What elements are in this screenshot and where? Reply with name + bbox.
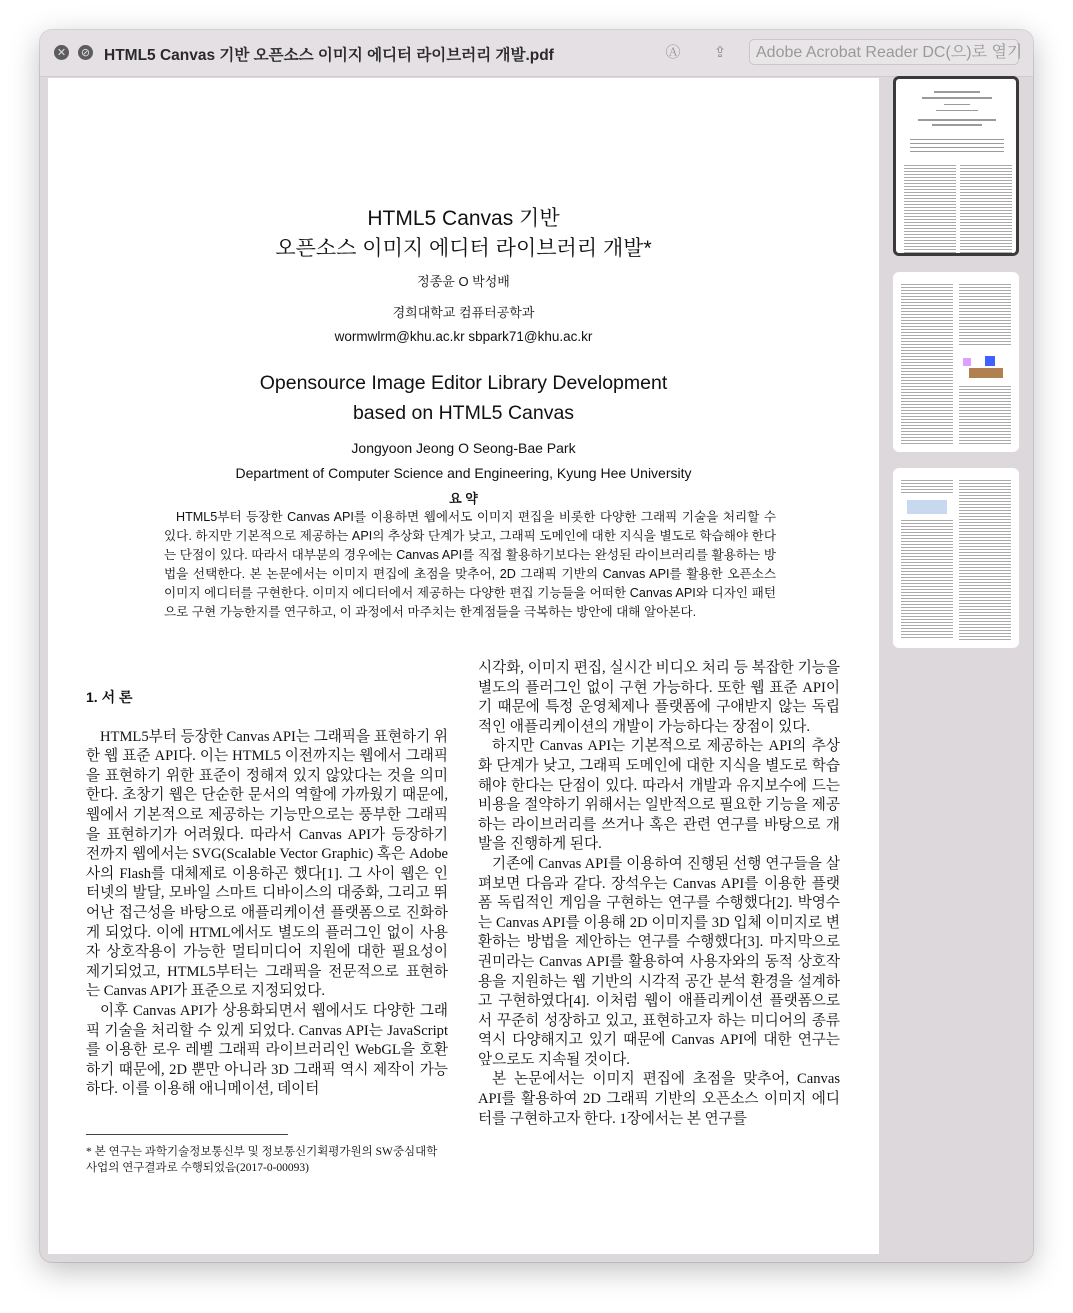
markup-icon[interactable]: Ⓐ xyxy=(665,43,681,61)
title-en-line1: Opensource Image Editor Library Development xyxy=(259,372,668,394)
open-in-acrobat-button[interactable]: Adobe Acrobat Reader DC(으)로 열기 xyxy=(749,39,1019,65)
title-bar xyxy=(40,30,1033,77)
dont-icon[interactable]: ⊘ xyxy=(78,45,93,60)
thumbnail-sidebar xyxy=(885,76,1033,1262)
paragraph: 본 논문에서는 이미지 편집에 초점을 맞추어, Canvas API를 활용하여 2D 그래픽 기반의 오픈소스 이미지 에디터를 구현하고자 한다. 1장에서는 본 연구를 xyxy=(478,1071,840,1127)
paragraph: 하지만 Canvas API는 기본적으로 제공하는 API의 추상화 단계가 낮고, 그래픽 도메인에 대한 지식을 별도로 학습해야 한다는 단점이 있다. 따라서 개발과 유지보수에 드는 비용을 절약하기 위해서는 일반적으로 필요한 기능을 제공하는 라이브러리를 쓰거나 혹은 관련 연구를 바탕으로 개발을 진행하게 된다. xyxy=(478,738,840,853)
close-icon[interactable]: ✕ xyxy=(54,45,69,60)
page-thumbnail-2[interactable] xyxy=(893,272,1019,452)
left-column xyxy=(86,688,448,1100)
right-column xyxy=(478,659,840,1129)
authors-en: Jongyoon Jeong O Seong-Bae Park xyxy=(351,440,576,456)
abstract-body: HTML5부터 등장한 Canvas API를 이용하면 웹에서도 이미지 편집을 비롯한 다양한 그래픽 기술을 처리할 수 있다. 하지만 기본적으로 제공하는 API의 추상화 단계가 낮고, 그래픽 도메인에 대한 지식을 별도로 학습해야 한다는 단점이 있다. 따라서 대부분의 경우에는 Canvas API를 직접 활용하기보다는 완성된 라이브러리를 활용하는 방법을 선택한다. 본 논문에서는 이미지 편집에 초점을 맞추어, 2D 그래픽 기반의 Canvas API를 활용한 오픈소스 이미지 에디터를 구현한다. 이미지 에디터에서 제공하는 다양한 편집 기능들을 어떠한 Canvas API와 디자인 패턴으로 구현 가능한지를 연구하고, 이 과정에서 마주치는 한계점들을 극복하는 방안에 대해 알아본다. xyxy=(164,510,776,619)
emails: wormwlrm@khu.ac.kr sbpark71@khu.ac.kr xyxy=(334,329,593,344)
authors-ko: 정종윤 O 박성배 xyxy=(417,274,510,289)
abstract-heading: 요 약 xyxy=(449,491,478,506)
section-heading: 1. 서 론 xyxy=(86,689,133,705)
preview-window xyxy=(40,30,1033,1262)
footnote: * 본 연구는 과학기술정보통신부 및 정보통신기획평가원의 SW중심대학 사업의 연구결과로 수행되었음(2017-0-00093) xyxy=(86,1146,438,1174)
page-thumbnail-3[interactable] xyxy=(893,468,1019,648)
paragraph: 이후 Canvas API가 상용화되면서 웹에서도 다양한 그래픽 기술을 처리할 수 있게 되었다. Canvas API는 JavaScript를 이용한 로우 레벨 그래픽 라이브러리인 WebGL을 호환하기 때문에, 2D 뿐만 아니라 3D 그래픽 역시 제작이 가능하다. 이를 이용해 애니메이션, 데이터 xyxy=(86,1002,448,1098)
document-title: HTML5 Canvas 기반 오픈소스 이미지 에디터 라이브러리 개발.pdf xyxy=(104,47,554,64)
title-ko-line2: 오픈소스 이미지 에디터 라이브러리 개발* xyxy=(275,237,652,260)
title-ko-line1: HTML5 Canvas 기반 xyxy=(367,207,560,230)
affiliation-en: Department of Computer Science and Engineering, Kyung Hee University xyxy=(235,465,692,481)
page-thumbnail-1[interactable] xyxy=(893,76,1019,256)
affiliation-ko: 경희대학교 컴퓨터공학과 xyxy=(392,305,535,320)
title-en-line2: based on HTML5 Canvas xyxy=(352,402,575,424)
footnote-divider xyxy=(86,1134,288,1135)
paragraph: 시각화, 이미지 편집, 실시간 비디오 처리 등 복잡한 기능을 별도의 플러그인 없이 구현 가능하다. 또한 웹 표준 API이기 때문에 특정 운영체제나 플랫폼에 구애받지 않는 독립적인 애플리케이션의 개발이 가능하다는 장점이 있다. xyxy=(478,660,840,735)
paragraph: 기존에 Canvas API를 이용하여 진행된 선행 연구들을 살펴보면 다음과 같다. 장석우는 Canvas API를 이용한 플랫폼 독립적인 게임을 구현하는 연구를 수행했다[2]. 박영수는 Canvas API를 이용해 2D 이미지를 3D 입체 이미지로 변환하는 방법을 제안하는 연구를 수행했다[3]. 마지막으로 권미라는 Canvas API를 활용하여 사용자와의 동적 상호작용을 지원하는 웹 기반의 시각적 공간 분석 환경을 설계하고 구현하였다[4]. 이처럼 웹이 애플리케이션 플랫폼으로서 꾸준히 성장하고 있고, 표현하고자 하는 미디어의 종류 역시 다양해지고 있기 때문에 Canvas API에 대한 연구는 앞으로도 지속될 것이다. xyxy=(478,855,840,1068)
pdf-page xyxy=(48,78,879,1254)
paragraph: HTML5부터 등장한 Canvas API는 그래픽을 표현하기 위한 웹 표준 API다. 이는 HTML5 이전까지는 웹에서 그래픽을 표현하기 위한 표준이 정해져 있지 않았다는 것을 의미한다. 초창기 웹은 단순한 문서의 역할에 가까웠기 때문에, 웹에서 기본적으로 제공하는 기능만으로는 풍부한 그래픽을 표현하기가 어려웠다. 따라서 Canvas API가 등장하기 전까지 웹에서는 SVG(Scalable Vector Graphic) 혹은 Adobe사의 Flash를 대체제로 이용하곤 했다[1]. 그 사이 웹은 인터넷의 발달, 모바일 스마트 디바이스의 대중화, 그리고 뛰어난 접근성을 바탕으로 애플리케이션 플랫폼으로 진화하게 되었다. 이에 HTML에서도 별도의 플러그인 없이 사용자 상호작용이 가능한 멀티미디어 지원에 대한 필요성이 제기되었고, HTML5부터는 그래픽을 전문적으로 표현하는 Canvas API가 표준으로 지정되었다. xyxy=(86,728,448,1000)
share-icon[interactable]: ⇪ xyxy=(713,43,727,61)
